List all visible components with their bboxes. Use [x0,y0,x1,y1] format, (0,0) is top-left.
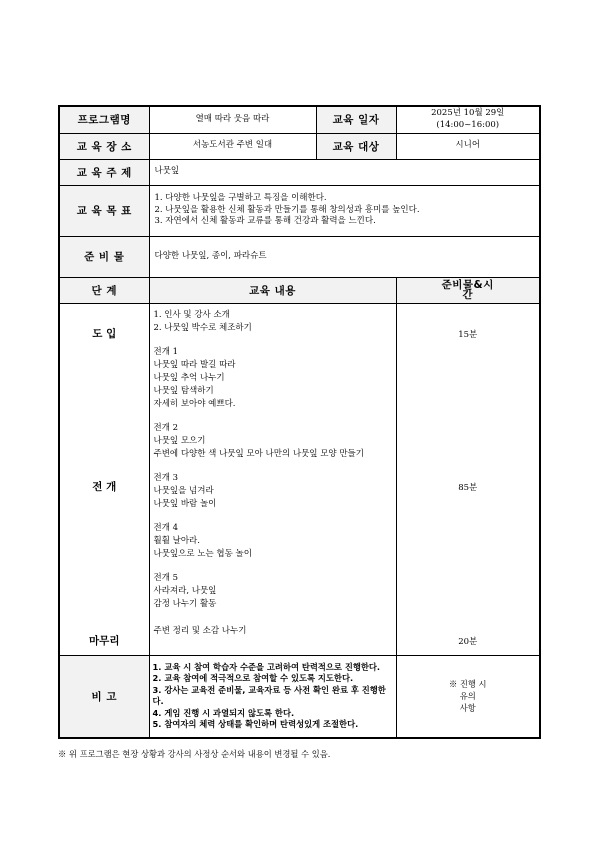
place-label: 교 육 장 소 [59,133,149,159]
remark-item: 5. 참여자의 체력 상태를 확인하며 탄력성있게 조절한다. [152,719,359,730]
content-line: 나뭇잎 모으기 [153,435,206,446]
date-line: 2025년 10월 29일 [431,108,505,119]
time-header-line: 준비물&시 [441,279,494,291]
content-line: 자세히 보아야 예쁘다. [153,398,236,409]
footnote: ※ 위 프로그램은 현장 상황과 강사의 사정상 순서와 내용이 변경될 수 있음. [58,749,331,759]
program-name-label: 프로그램명 [59,106,149,133]
date-label: 교육 일자 [316,106,396,133]
prep-value: 다양한 나뭇잎, 종이, 파라슈트 [149,236,540,277]
remark-item: 3. 강사는 교육전 준비물, 교육자료 등 사전 확인 완료 후 진행한다. [152,684,386,707]
lesson-plan-table [58,105,541,739]
time-main: 85분 [458,482,478,493]
content-line: 전개 1 [153,346,179,357]
step-block-2 [154,422,396,461]
time-column [396,303,540,655]
time-header-line: 간 [462,289,474,301]
goal-list [149,185,540,236]
step-block-1 [154,346,396,411]
prep-label: 준 비 물 [59,236,149,277]
time-range: (14:00~16:00) [436,119,500,130]
remarks-label: 비 고 [59,655,149,738]
content-column [149,303,396,655]
stage-column [59,303,149,655]
content-line: 나뭇잎 추억 나누기 [153,372,225,383]
side-note-line: 사항 [459,703,476,714]
topic-label: 교 육 주 제 [59,159,149,185]
content-line: 2. 나뭇잎 박수로 체조하기 [153,322,252,333]
stage-closing: 마무리 [89,634,120,647]
remark-item: 2. 교육 참여에 적극적으로 참여할 수 있도록 지도한다. [152,673,354,684]
stage-column-header: 단 계 [59,277,149,303]
content-line: 나뭇잎으로 노는 협동 놀이 [153,548,252,559]
content-line: 나뭇잎을 넘겨라 [153,485,214,496]
content-line: 사라져라, 나뭇잎 [153,585,217,596]
content-line: 전개 3 [153,472,179,483]
content-line: 전개 2 [153,422,179,433]
stage-main: 전 개 [92,480,117,493]
remarks-list [149,655,396,738]
closing-line: 주변 정리 및 소감 나누기 [153,625,247,636]
content-line: 전개 5 [153,572,179,583]
step-block-4 [154,522,396,561]
step-block-5 [154,572,396,611]
content-line: 훨훨 날아라. [153,535,200,546]
remark-item: 4. 게임 진행 시 과열되지 않도록 한다. [152,707,295,718]
content-line: 나뭇잎 따라 발길 따라 [153,359,236,370]
stage-intro: 도 입 [92,327,117,340]
goal-label: 교 육 목 표 [59,185,149,236]
content-line: 나뭇잎 탐색하기 [153,385,214,396]
content-line: 전개 4 [153,522,179,533]
goal-item: 1. 다양한 나뭇잎을 구별하고 특징을 이해한다. [154,192,327,203]
side-note-line: 유의 [459,691,476,702]
program-name-value: 열매 따라 웃음 따라 [149,106,316,133]
goal-item: 3. 자연에서 신체 활동과 교류를 통해 건강과 활력을 느낀다. [154,216,376,227]
topic-value: 나뭇잎 [149,159,540,185]
date-value [396,106,540,133]
content-line: 나뭇잎 바람 놀이 [153,498,217,509]
intro-block [154,309,396,335]
content-line: 감정 나누기 활동 [153,598,217,609]
remarks-side-note [396,655,540,738]
time-closing: 20분 [458,636,478,647]
content-line: 주변에 다양한 색 나뭇잎 모아 나만의 나뭇잎 모양 만들기 [153,448,364,459]
time-intro: 15분 [458,329,478,340]
time-column-header [396,277,540,303]
side-note-line: ※ 진행 시 [448,679,487,690]
place-value: 서농도서관 주변 일대 [149,133,316,159]
remark-item: 1. 교육 시 참여 학습자 수준을 고려하여 탄력적으로 진행한다. [152,661,381,672]
content-column-header: 교육 내용 [149,277,396,303]
goal-item: 2. 나뭇잎을 활용한 신체 활동과 만들기를 통해 창의성과 흥미를 높인다. [154,204,420,215]
target-label: 교육 대상 [316,133,396,159]
content-line: 1. 인사 및 강사 소개 [153,309,230,320]
target-value: 시니어 [396,133,540,159]
step-block-3 [154,472,396,511]
